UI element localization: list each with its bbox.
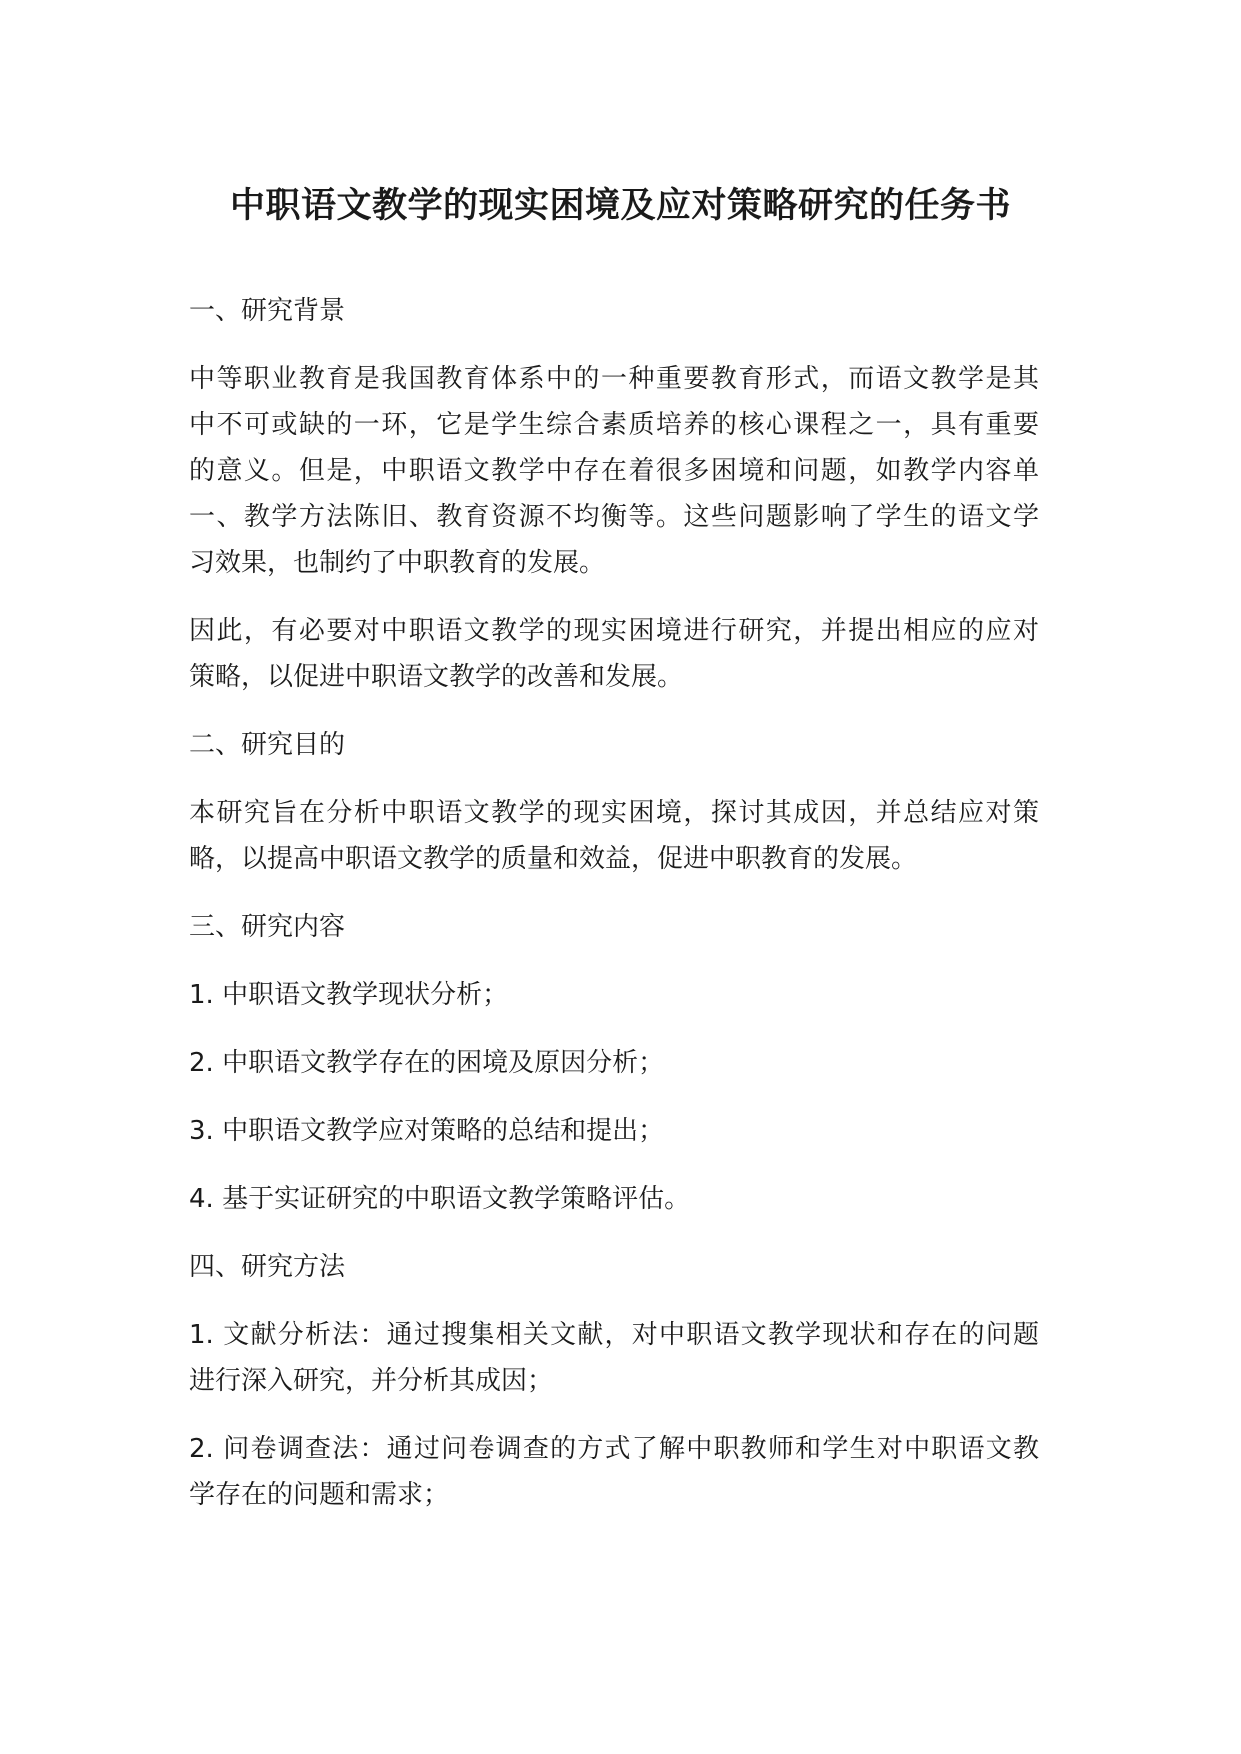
section-heading (189, 722, 1039, 768)
list-item-text: 1. 中职语文教学现状分析； (189, 980, 509, 1010)
document-body (189, 288, 1039, 1540)
list-item-text: 2. 问卷调查法：通过问卷调查的方式了解中职教师和学生对中职语文教 (189, 1434, 1039, 1464)
list-item-text: 2. 中职语文教学存在的困境及原因分析； (189, 1048, 665, 1078)
list-item-text: 3. 中职语文教学应对策略的总结和提出； (189, 1116, 665, 1146)
heading-text: 三、研究内容 (189, 912, 346, 942)
list-item (189, 972, 1039, 1018)
paragraph-line: 一、教学方法陈旧、教育资源不均衡等。这些问题影响了学生的语文学 (189, 502, 1039, 532)
paragraph (189, 790, 1039, 882)
list-item-text: 1. 文献分析法：通过搜集相关文献，对中职语文教学现状和存在的问题 (189, 1320, 1039, 1350)
paragraph-line: 中等职业教育是我国教育体系中的一种重要教育形式，而语文教学是其 (189, 364, 1039, 394)
section-heading (189, 288, 1039, 334)
section-heading (189, 904, 1039, 950)
paragraph (189, 356, 1039, 586)
list-item-text: 4. 基于实证研究的中职语文教学策略评估。 (189, 1184, 691, 1214)
list-item (189, 1176, 1039, 1222)
heading-text: 一、研究背景 (189, 296, 346, 326)
paragraph-line: 的意义。但是，中职语文教学中存在着很多困境和问题，如教学内容单 (189, 456, 1039, 486)
list-item (189, 1040, 1039, 1086)
document-title: 中职语文教学的现实困境及应对策略研究的任务书 (229, 186, 1011, 226)
list-item-text: 进行深入研究，并分析其成因； (189, 1366, 554, 1396)
heading-text: 四、研究方法 (189, 1252, 346, 1282)
paragraph (189, 608, 1039, 700)
paragraph-line: 策略，以促进中职语文教学的改善和发展。 (189, 662, 684, 692)
paragraph-line: 略，以提高中职语文教学的质量和效益，促进中职教育的发展。 (189, 844, 918, 874)
list-item (189, 1108, 1039, 1154)
list-item-text: 学存在的问题和需求； (189, 1480, 450, 1510)
paragraph-line: 中不可或缺的一环，它是学生综合素质培养的核心课程之一，具有重要 (189, 410, 1039, 440)
paragraph-line: 习效果，也制约了中职教育的发展。 (189, 548, 606, 578)
section-heading (189, 1244, 1039, 1290)
list-item (189, 1426, 1039, 1518)
paragraph-line: 本研究旨在分析中职语文教学的现实困境，探讨其成因，并总结应对策 (189, 798, 1039, 828)
list-item (189, 1312, 1039, 1404)
heading-text: 二、研究目的 (189, 730, 346, 760)
paragraph-line: 因此，有必要对中职语文教学的现实困境进行研究，并提出相应的应对 (189, 616, 1039, 646)
